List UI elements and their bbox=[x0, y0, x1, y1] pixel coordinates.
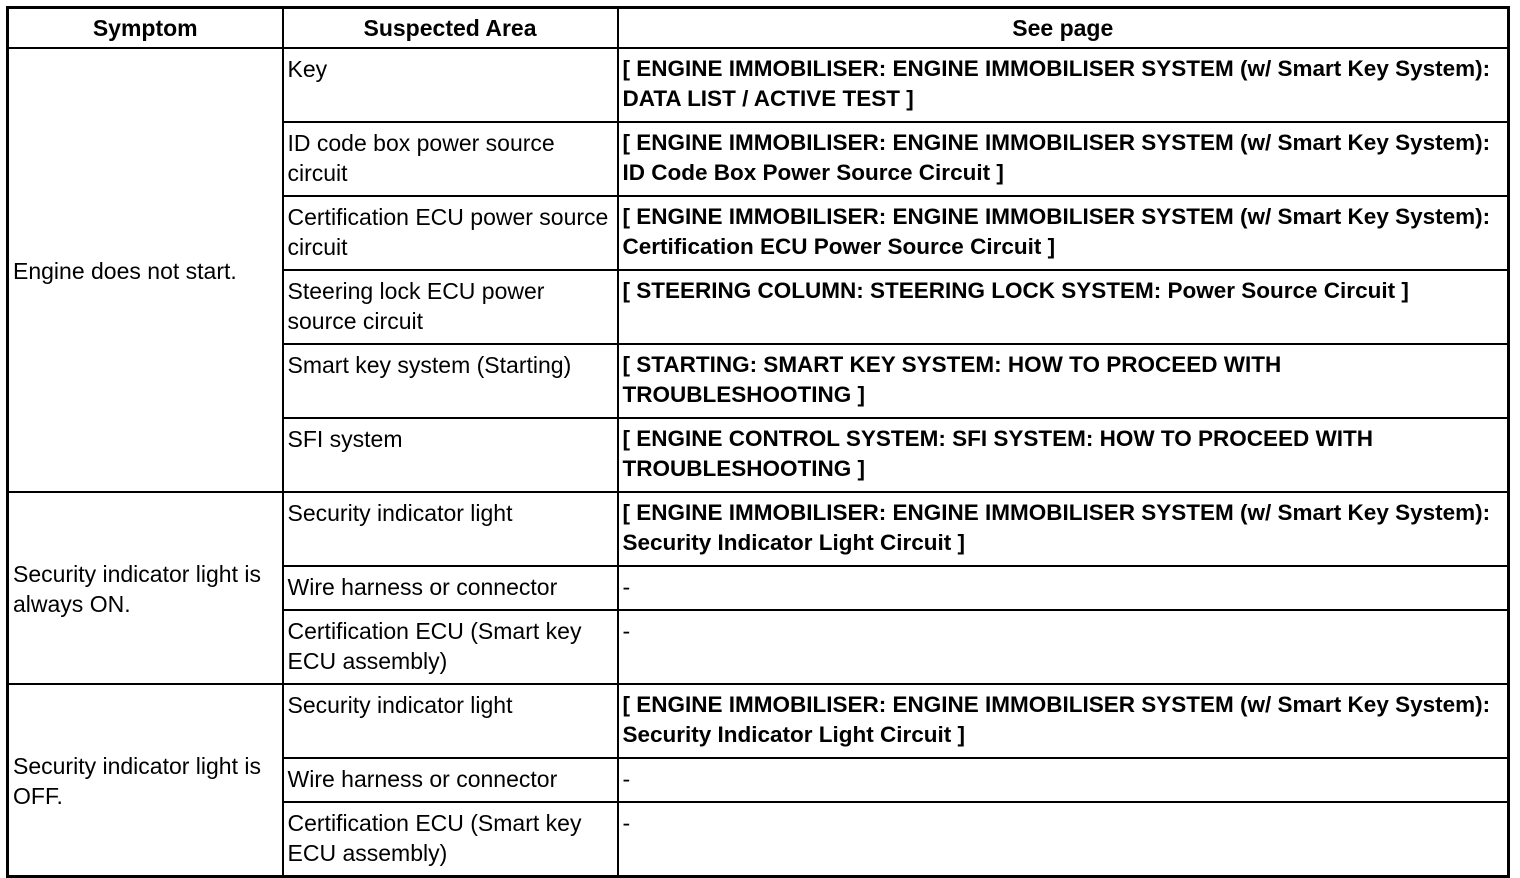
see-page-link[interactable]: [ STARTING: SMART KEY SYSTEM: HOW TO PROCEED WITH TROUBLESHOOTING ] bbox=[618, 344, 1509, 418]
see-page-link[interactable]: [ ENGINE IMMOBILISER: ENGINE IMMOBILISER SYSTEM (w/ Smart Key System): Security Indicator Light Circuit ] bbox=[618, 492, 1509, 566]
table-row bbox=[8, 684, 1509, 758]
see-page-cell: - bbox=[618, 758, 1509, 802]
suspected-area-cell: Wire harness or connector bbox=[283, 566, 618, 610]
symptom-cell: Security indicator light is always ON. bbox=[8, 492, 283, 684]
see-page-cell: - bbox=[618, 802, 1509, 877]
see-page-link[interactable]: [ ENGINE IMMOBILISER: ENGINE IMMOBILISER SYSTEM (w/ Smart Key System): Certification ECU Power Source Circuit ] bbox=[618, 196, 1509, 270]
see-page-link[interactable]: [ ENGINE IMMOBILISER: ENGINE IMMOBILISER SYSTEM (w/ Smart Key System): Security Indicator Light Circuit ] bbox=[618, 684, 1509, 758]
troubleshooting-table bbox=[6, 6, 1510, 878]
see-page-link[interactable]: [ STEERING COLUMN: STEERING LOCK SYSTEM: Power Source Circuit ] bbox=[618, 270, 1509, 344]
symptom-cell: Security indicator light is OFF. bbox=[8, 684, 283, 877]
table-row bbox=[8, 48, 1509, 122]
see-page-link[interactable]: [ ENGINE IMMOBILISER: ENGINE IMMOBILISER SYSTEM (w/ Smart Key System): ID Code Box Power Source Circuit ] bbox=[618, 122, 1509, 196]
symptom-cell: Engine does not start. bbox=[8, 48, 283, 492]
see-page-cell: - bbox=[618, 566, 1509, 610]
suspected-area-cell: Smart key system (Starting) bbox=[283, 344, 618, 418]
header-symptom: Symptom bbox=[8, 8, 283, 49]
suspected-area-cell: Security indicator light bbox=[283, 684, 618, 758]
table-header-row bbox=[8, 8, 1509, 49]
suspected-area-cell: Key bbox=[283, 48, 618, 122]
suspected-area-cell: ID code box power source circuit bbox=[283, 122, 618, 196]
see-page-cell: - bbox=[618, 610, 1509, 684]
suspected-area-cell: Steering lock ECU power source circuit bbox=[283, 270, 618, 344]
header-see-page: See page bbox=[618, 8, 1509, 49]
header-suspected-area: Suspected Area bbox=[283, 8, 618, 49]
suspected-area-cell: Security indicator light bbox=[283, 492, 618, 566]
see-page-link[interactable]: [ ENGINE CONTROL SYSTEM: SFI SYSTEM: HOW TO PROCEED WITH TROUBLESHOOTING ] bbox=[618, 418, 1509, 492]
suspected-area-cell: Wire harness or connector bbox=[283, 758, 618, 802]
table-row bbox=[8, 492, 1509, 566]
suspected-area-cell: SFI system bbox=[283, 418, 618, 492]
suspected-area-cell: Certification ECU (Smart key ECU assembly) bbox=[283, 802, 618, 877]
suspected-area-cell: Certification ECU (Smart key ECU assembly) bbox=[283, 610, 618, 684]
suspected-area-cell: Certification ECU power source circuit bbox=[283, 196, 618, 270]
see-page-link[interactable]: [ ENGINE IMMOBILISER: ENGINE IMMOBILISER SYSTEM (w/ Smart Key System): DATA LIST / ACTIVE TEST ] bbox=[618, 48, 1509, 122]
